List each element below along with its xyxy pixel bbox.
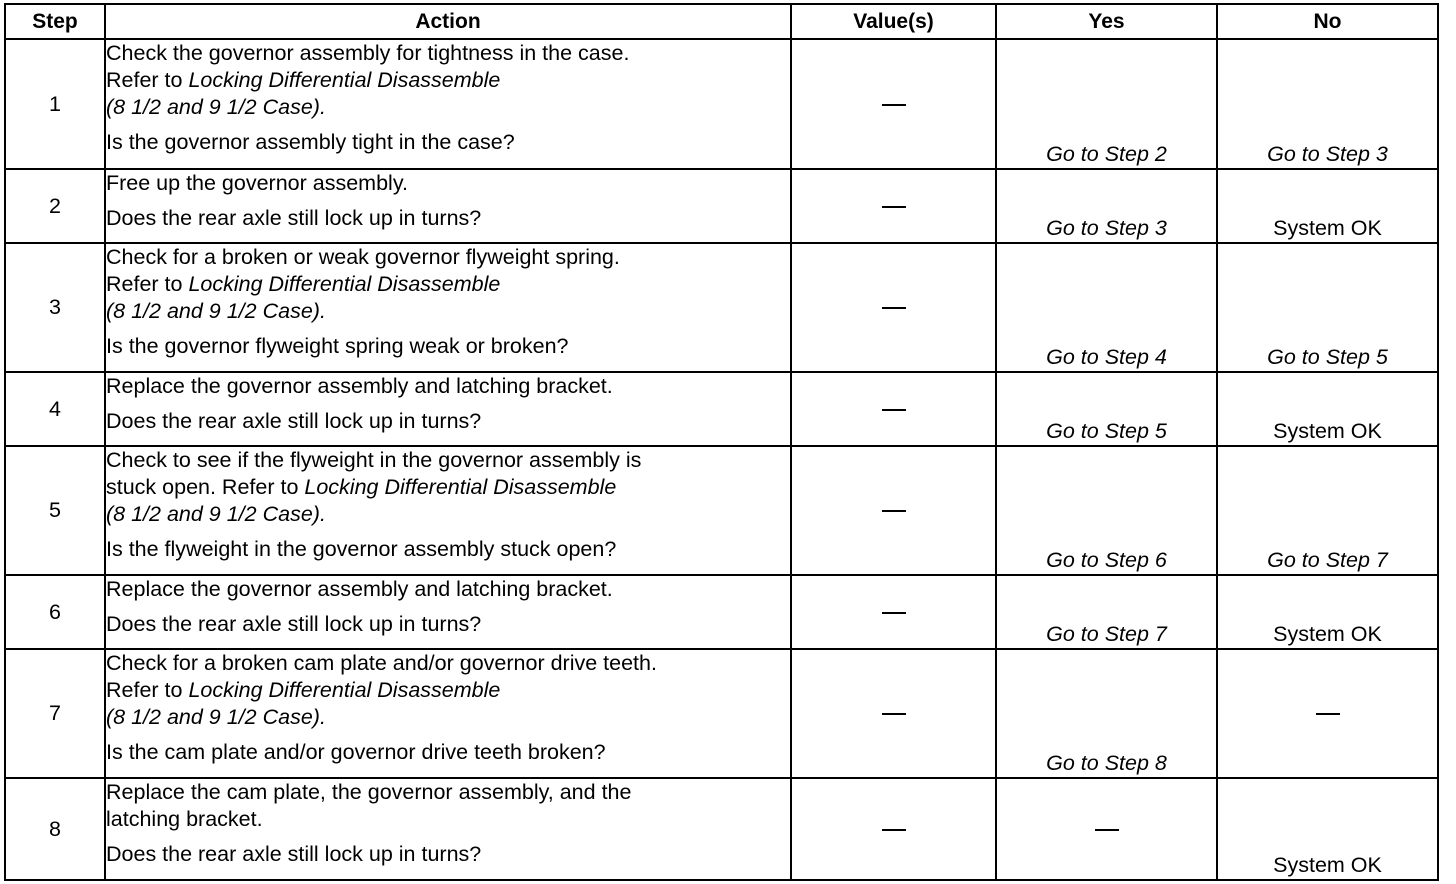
action-question: Does the rear axle still lock up in turns?: [106, 612, 482, 636]
step-number: 6: [5, 575, 105, 649]
refer-case: (8 1/2 and 9 1/2 Case).: [106, 299, 326, 323]
action-text: Replace the cam plate, the governor assembly, and the: [106, 780, 632, 804]
refer-title: Locking Differential Disassemble: [304, 475, 617, 499]
step-number: 8: [5, 778, 105, 880]
table-row: [5, 243, 1438, 372]
value-cell: [791, 446, 996, 575]
no-cell: System OK: [1217, 372, 1438, 446]
refer-case: (8 1/2 and 9 1/2 Case).: [106, 502, 326, 526]
refer-case: (8 1/2 and 9 1/2 Case).: [106, 95, 326, 119]
table-row: [5, 649, 1438, 778]
value-dash: [882, 510, 906, 512]
table-row: [5, 372, 1438, 446]
action-cell: [105, 372, 791, 446]
action-text: Check for a broken cam plate and/or governor drive teeth.: [106, 651, 657, 675]
yes-cell: Go to Step 5: [996, 372, 1217, 446]
step-number: 1: [5, 39, 105, 169]
no-cell: Go to Step 7: [1217, 446, 1438, 575]
value-dash: [882, 713, 906, 715]
action-text: Replace the governor assembly and latching bracket.: [106, 374, 613, 398]
value-cell: [791, 169, 996, 243]
value-dash: [882, 206, 906, 208]
refer-prefix: Refer to: [106, 68, 189, 92]
action-text-continued: stuck open. Refer to: [106, 475, 305, 499]
action-question: Is the governor flyweight spring weak or broken?: [106, 334, 569, 358]
table-row: [5, 778, 1438, 880]
value-cell: [791, 39, 996, 169]
step-number: 4: [5, 372, 105, 446]
yes-cell: [996, 778, 1217, 880]
no-cell: Go to Step 3: [1217, 39, 1438, 169]
action-question: Is the flyweight in the governor assembly stuck open?: [106, 537, 617, 561]
header-row: [5, 4, 1438, 39]
yes-cell: Go to Step 2: [996, 39, 1217, 169]
refer-prefix: Refer to: [106, 678, 189, 702]
refer-case: (8 1/2 and 9 1/2 Case).: [106, 705, 326, 729]
value-dash: [882, 409, 906, 411]
value-dash: [882, 307, 906, 309]
table-row: [5, 575, 1438, 649]
action-cell: [105, 778, 791, 880]
step-number: 2: [5, 169, 105, 243]
action-question: Is the cam plate and/or governor drive teeth broken?: [106, 740, 606, 764]
action-cell: [105, 575, 791, 649]
refer-title: Locking Differential Disassemble: [188, 68, 501, 92]
value-dash: [882, 104, 906, 106]
yes-cell: Go to Step 7: [996, 575, 1217, 649]
action-question: Is the governor assembly tight in the case?: [106, 130, 515, 154]
refer-title: Locking Differential Disassemble: [188, 272, 501, 296]
action-cell: [105, 169, 791, 243]
action-text: Replace the governor assembly and latching bracket.: [106, 577, 613, 601]
header-no: No: [1217, 4, 1438, 39]
action-question: Does the rear axle still lock up in turns?: [106, 206, 482, 230]
step-number: 3: [5, 243, 105, 372]
table-row: [5, 446, 1438, 575]
action-text-continued: latching bracket.: [106, 807, 263, 831]
yes-dash: [1095, 829, 1119, 831]
no-dash: [1316, 713, 1340, 715]
step-number: 5: [5, 446, 105, 575]
action-text: Check the governor assembly for tightness in the case.: [106, 41, 630, 65]
refer-title: Locking Differential Disassemble: [188, 678, 501, 702]
no-cell: System OK: [1217, 575, 1438, 649]
action-cell: [105, 39, 791, 169]
refer-prefix: Refer to: [106, 272, 189, 296]
no-cell: [1217, 649, 1438, 778]
value-dash: [882, 612, 906, 614]
action-cell: [105, 446, 791, 575]
value-cell: [791, 372, 996, 446]
action-cell: [105, 649, 791, 778]
yes-cell: Go to Step 3: [996, 169, 1217, 243]
no-cell: System OK: [1217, 169, 1438, 243]
action-text: Check to see if the flyweight in the governor assembly is: [106, 448, 642, 472]
header-action: Action: [105, 4, 791, 39]
action-text: Check for a broken or weak governor flyweight spring.: [106, 245, 620, 269]
no-cell: Go to Step 5: [1217, 243, 1438, 372]
step-number: 7: [5, 649, 105, 778]
no-cell: System OK: [1217, 778, 1438, 880]
value-cell: [791, 575, 996, 649]
table-row: [5, 169, 1438, 243]
yes-cell: Go to Step 4: [996, 243, 1217, 372]
value-dash: [882, 829, 906, 831]
table-row: [5, 39, 1438, 169]
action-question: Does the rear axle still lock up in turns?: [106, 409, 482, 433]
value-cell: [791, 243, 996, 372]
header-step: Step: [5, 4, 105, 39]
action-cell: [105, 243, 791, 372]
header-value: Value(s): [791, 4, 996, 39]
yes-cell: Go to Step 8: [996, 649, 1217, 778]
value-cell: [791, 778, 996, 880]
diagnostic-table: [4, 3, 1439, 881]
value-cell: [791, 649, 996, 778]
yes-cell: Go to Step 6: [996, 446, 1217, 575]
action-text: Free up the governor assembly.: [106, 171, 408, 195]
header-yes: Yes: [996, 4, 1217, 39]
action-question: Does the rear axle still lock up in turns?: [106, 842, 482, 866]
